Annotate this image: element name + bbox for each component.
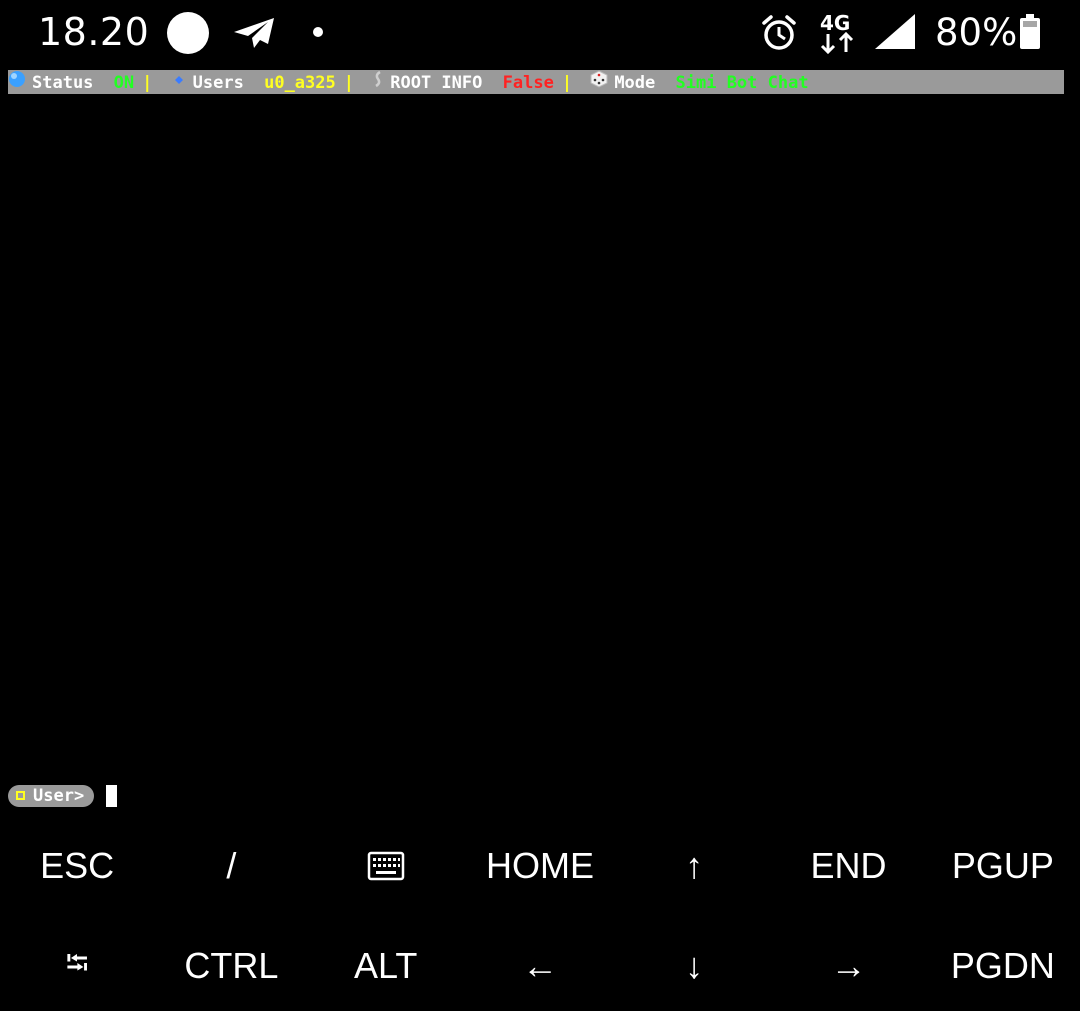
battery-percent: 80% [935, 11, 1018, 54]
tab-key[interactable]: ⭾ [65, 946, 89, 980]
text-cursor[interactable] [106, 785, 117, 807]
clock: 18.20 [38, 10, 150, 54]
chain-link-icon [372, 70, 384, 95]
slash-key[interactable]: / [226, 845, 237, 886]
ctrl-key[interactable]: CTRL [184, 945, 279, 986]
up-arrow-key[interactable]: ↑ [685, 845, 704, 886]
dice-icon [590, 70, 608, 95]
mode-label: Mode [614, 72, 656, 93]
small-blue-diamond-icon [171, 71, 187, 95]
signal-strength-icon [874, 14, 916, 50]
extra-keys-bar [0, 818, 1080, 1011]
mobile-data-indicator [816, 11, 858, 55]
root-info-label: ROOT INFO [390, 72, 483, 93]
prompt-badge [8, 785, 94, 807]
down-arrow-key[interactable]: ↓ [685, 945, 704, 986]
keyboard-toggle-key[interactable] [309, 818, 463, 914]
more-notifications-dot-icon [313, 27, 323, 37]
pgup-key[interactable]: PGUP [951, 845, 1054, 886]
alarm-icon [760, 14, 798, 52]
home-key[interactable]: HOME [485, 845, 594, 886]
separator: | [343, 72, 354, 93]
end-key[interactable]: END [810, 845, 887, 886]
terminal-info-bar [8, 70, 1064, 94]
separator: | [142, 72, 153, 93]
blue-globe-icon [8, 70, 26, 95]
prompt-label: User> [33, 785, 85, 806]
mode-value: Simi Bot Chat [675, 72, 809, 93]
keyboard-icon [367, 851, 405, 881]
pgdn-key[interactable]: PGDN [950, 945, 1055, 986]
data-arrows-icon [818, 32, 856, 54]
telegram-plane-icon [232, 14, 276, 52]
android-status-bar [0, 0, 1080, 66]
notification-circle-icon [167, 12, 209, 54]
terminal-prompt[interactable] [8, 784, 117, 807]
right-arrow-key[interactable]: → [830, 945, 867, 986]
separator: | [561, 72, 573, 93]
alt-key[interactable]: ALT [354, 945, 418, 986]
root-info-value: False [502, 72, 554, 93]
extra-keys-row-2 [0, 918, 1080, 1011]
users-value: u0_a325 [264, 72, 336, 93]
users-label: Users [192, 72, 244, 93]
extra-keys-row-1 [0, 818, 1080, 914]
battery-icon [1019, 14, 1041, 50]
esc-key[interactable]: ESC [40, 845, 115, 886]
status-value: ON [113, 72, 135, 93]
network-type: 4G [820, 11, 851, 35]
left-arrow-key[interactable]: ← [521, 945, 558, 986]
status-label: Status [32, 72, 94, 93]
square-icon [16, 791, 25, 800]
